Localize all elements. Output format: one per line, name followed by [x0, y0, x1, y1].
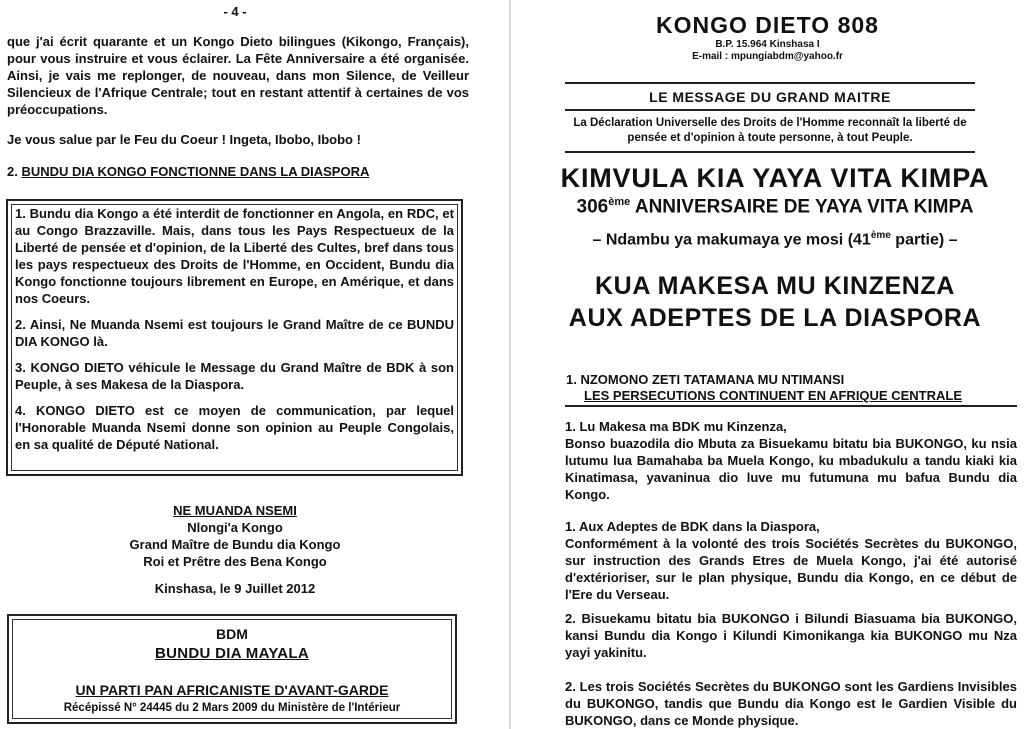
paragraph-1-french: 1. Aux Adeptes de BDK dans la Diaspora, Conformément à la volonté des trois Sociétés Secrètes du BUKONGO, sur instruction des Grands Etres de Muela Kongo, j'ai été autorisé d'extérioriser, sur le plan physique, Bundu dia Kongo, en ce début de l'Ere du Verseau. [565, 519, 1017, 602]
bdm-receipt: Récépissé N° 24445 du 2 Mars 2009 du Ministère de l'Intérieur [63, 702, 401, 714]
declaration: La Déclaration Universelle des Droits de l'Homme reconnaît la liberté de pensée et d'opinion à toute personne, à tout Peuple. [573, 117, 967, 144]
bdm-name: BUNDU DIA MAYALA [155, 645, 309, 662]
rule [565, 151, 975, 153]
box-paragraph: 3. KONGO DIETO véhicule le Message du Grand Maître de BDK à son Peuple, à ses Makesa de la Diaspora. [15, 360, 454, 392]
page-number: - 4 - [223, 4, 247, 19]
masthead-address: B.P. 15.964 Kinshasa I [715, 39, 820, 50]
paragraph-2-french: 2. Les trois Sociétés Secrètes du BUKONGO sont les Gardiens Invisibles du BUKONGO, tandis que Bundu dia Kongo est le Gardien Visible du BUKONGO, dans ce Monde physique. [565, 679, 1017, 728]
box-paragraph: 4. KONGO DIETO est ce moyen de communication, par lequel l'Honorable Muanda Nsemi donne son opinion au Peuple Congolais, en sa qualité de Député National. [15, 403, 454, 452]
section-heading-text: BUNDU DIA KONGO FONCTIONNE DANS LA DIASPORA [21, 164, 370, 179]
box-paragraph: 2. Ainsi, Ne Muanda Nsemi est toujours le Grand Maître de ce BUNDU DIA KONGO là. [15, 317, 454, 349]
signature-line: Grand Maître de Bundu dia Kongo [129, 537, 341, 552]
headline-kua: KUA MAKESA MU KINZENZA AUX ADEPTES DE LA DIASPORA [568, 272, 982, 332]
headline-main: KIMVULA KIA YAYA VITA KIMPA [560, 163, 990, 193]
rule [565, 405, 1017, 407]
rule [565, 109, 975, 111]
diaspora-box [6, 199, 463, 476]
signature-line: Roi et Prêtre des Bena Kongo [143, 554, 327, 569]
section-1-heading: 1. NZOMONO ZETI TATAMANA MU NTIMANSI LES PERSECUTIONS CONTINUENT EN AFRIQUE CENTRALE [566, 372, 962, 403]
masthead [570, 12, 965, 63]
salutation: Je vous salue par le Feu du Coeur ! Ingeta, Ibobo, Ibobo ! [7, 132, 361, 147]
message-title: LE MESSAGE DU GRAND MAITRE [649, 89, 891, 105]
masthead-email: E-mail : mpungiabdm@yahoo.fr [692, 51, 843, 62]
signature-name: NE MUANDA NSEMI [173, 503, 297, 518]
paragraph-2-kikongo: 2. Bisuekamu bitatu bia BUKONGO i Bilundi Biasuama bia BUKONGO, kansi Bundu dia Kongo i Kilundi Kimonikanga kia BUKONGO mu Nza yayi yakinitu. [565, 611, 1017, 660]
intro-paragraph: que j'ai écrit quarante et un Kongo Dieto bilingues (Kikongo, Français), pour vous instruire et vous éclairer. La Fête Anniversaire a été organisée. Ainsi, je vais me replonger, de nouveau, dans mon Silence, de Veilleur Silencieux de l'Afrique Centrale; tout en restant attentif à certaines de vos préoccupations. [7, 34, 469, 117]
paragraph-1-kikongo: 1. Lu Makesa ma BDK mu Kinzenza, Bonso buazodila dio Mbuta za Bisuekamu bitatu bia BUKONGO, ku nsia lutumu lua Bamahaba ba Muela Kongo, ku mbadukulu a tandu kiaki kia Kinatimasa, yavaninua dio luve mu futumuna mu bafua Bundu dia Kongo. [565, 419, 1017, 502]
rule [565, 82, 975, 84]
section-heading [7, 164, 369, 179]
bdm-abbr: BDM [216, 626, 248, 642]
right-page [515, 0, 1024, 729]
signature-block [65, 502, 405, 570]
signature-line: Nlongi'a Kongo [187, 520, 283, 535]
headline-part: – Ndambu ya makumaya ye mosi (41ème partie) – [592, 230, 958, 249]
bdm-tagline: UN PARTI PAN AFRICANISTE D'AVANT-GARDE [75, 682, 389, 698]
masthead-title: KONGO DIETO 808 [656, 12, 879, 38]
box-paragraph: 1. Bundu dia Kongo a été interdit de fonctionner en Angola, en RDC, et au Congo Brazzaville. Mais, dans tous les Pays Respectueux de la Liberté de pensée et d'opinion, de la Liberté des Cultes, bref dans tous les pays respectueux des Droits de l'Homme, en Occident, Bundu dia Kongo fonctionne toujours librement en Europe, en Amérique, et dans nos Coeurs. [15, 206, 454, 306]
section-number: 2. [7, 164, 18, 179]
headline-anniversary: 306ème ANNIVERSAIRE DE YAYA VITA KIMPA [576, 196, 974, 218]
bdm-box [7, 614, 457, 724]
page-fold [509, 0, 511, 729]
left-page [0, 0, 505, 729]
date-line: Kinshasa, le 9 Juillet 2012 [154, 581, 316, 596]
